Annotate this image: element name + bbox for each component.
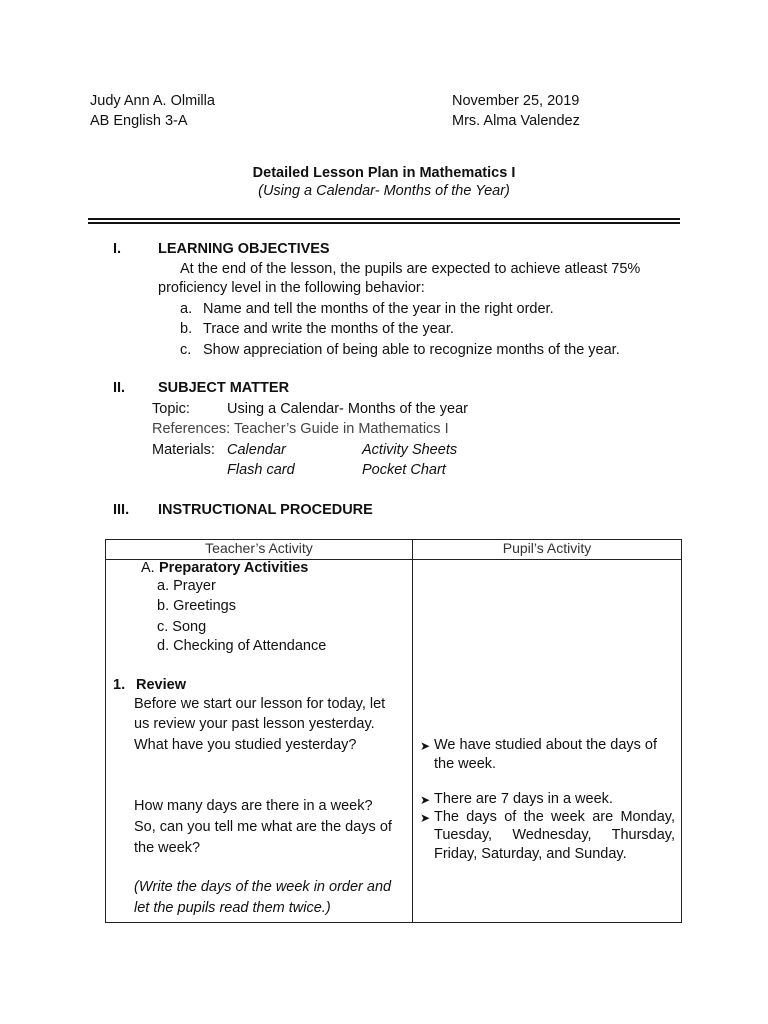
references: References: Teacher’s Guide in Mathematics I xyxy=(152,421,449,437)
prep-item: b. Greetings xyxy=(157,598,236,614)
pupil-answer-line: We have studied about the days of xyxy=(434,737,658,753)
objective-item: Show appreciation of being able to recognize months of the year. xyxy=(203,342,620,358)
divider-top xyxy=(88,218,680,220)
arrow-bullet-icon: ➤ xyxy=(420,793,431,807)
document-date: November 25, 2019 xyxy=(452,93,580,109)
materials-label: Materials: xyxy=(152,442,215,458)
objective-letter: b. xyxy=(180,321,193,337)
prep-item: d. Checking of Attendance xyxy=(157,638,327,654)
author-name: Judy Ann A. Olmilla xyxy=(90,93,215,109)
question-line: So, can you tell me what are the days of xyxy=(134,819,392,835)
teacher-activity-header: Teacher’s Activity xyxy=(106,540,413,560)
document-subtitle: (Using a Calendar- Months of the Year) xyxy=(258,183,510,199)
material-item: Activity Sheets xyxy=(362,442,458,458)
review-heading: Review xyxy=(136,677,186,693)
section1-heading: LEARNING OBJECTIVES xyxy=(158,241,330,257)
section3-heading: INSTRUCTIONAL PROCEDURE xyxy=(158,502,373,518)
question-line: How many days are there in a week? xyxy=(134,798,373,814)
material-item: Flash card xyxy=(227,462,295,478)
section1-number: I. xyxy=(113,241,122,257)
author-course: AB English 3-A xyxy=(90,113,188,129)
divider-bottom xyxy=(88,222,680,224)
arrow-bullet-icon: ➤ xyxy=(420,811,431,825)
prep-heading: Preparatory Activities xyxy=(159,560,309,576)
prep-item: a. Prayer xyxy=(157,578,216,594)
pupil-answer-line: the week. xyxy=(434,756,497,772)
pupil-answer-line: Tuesday, Wednesday, Thursday, xyxy=(434,827,675,843)
objectives-intro-line1: At the end of the lesson, the pupils are expected to achieve atleast 75% xyxy=(180,261,641,277)
document-title: Detailed Lesson Plan in Mathematics I xyxy=(252,165,516,181)
material-item: Calendar xyxy=(227,442,286,458)
topic-label: Topic: xyxy=(152,401,190,417)
material-item: Pocket Chart xyxy=(362,462,446,478)
pupil-answer-line: The days of the week are Monday, xyxy=(434,809,675,825)
instruction-line: (Write the days of the week in order and xyxy=(134,879,392,895)
objective-item: Trace and write the months of the year. xyxy=(203,321,454,337)
question-line: the week? xyxy=(134,840,201,856)
teacher-name: Mrs. Alma Valendez xyxy=(452,113,580,129)
section2-heading: SUBJECT MATTER xyxy=(158,380,290,396)
section2-number: II. xyxy=(113,380,126,396)
pupil-answer-line: Friday, Saturday, and Sunday. xyxy=(434,846,627,862)
section3-number: III. xyxy=(113,502,130,518)
objective-item: Name and tell the months of the year in the right order. xyxy=(203,301,554,317)
objective-letter: a. xyxy=(180,301,193,317)
pupil-activity-header: Pupil’s Activity xyxy=(413,540,682,560)
pupil-answer-line: There are 7 days in a week. xyxy=(434,791,613,807)
objectives-intro-line2: proficiency level in the following behavior: xyxy=(158,280,425,296)
review-line: Before we start our lesson for today, let xyxy=(134,696,386,712)
review-line: us review your past lesson yesterday. xyxy=(134,716,375,732)
prep-letter: A. xyxy=(141,560,155,576)
review-line: What have you studied yesterday? xyxy=(134,737,357,753)
arrow-bullet-icon: ➤ xyxy=(420,739,431,753)
topic-value: Using a Calendar- Months of the year xyxy=(227,401,468,417)
instruction-line: let the pupils read them twice.) xyxy=(134,900,331,916)
prep-item: c. Song xyxy=(157,619,207,635)
review-number: 1. xyxy=(113,677,126,693)
objective-letter: c. xyxy=(180,342,192,358)
